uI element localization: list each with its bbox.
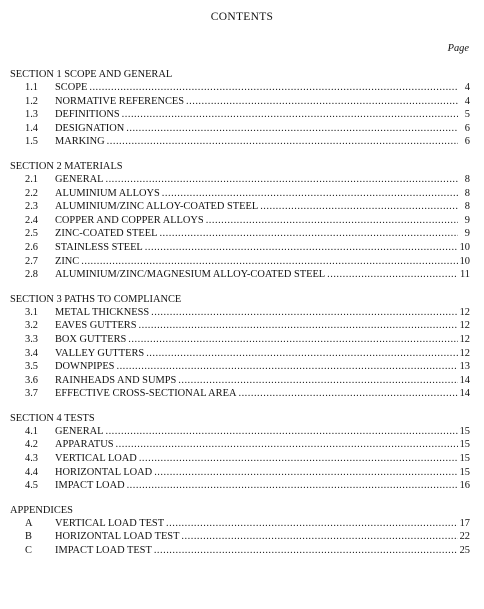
dot-leader (154, 466, 457, 479)
toc-entry[interactable] (10, 200, 470, 214)
entry-number: 2.8 (25, 269, 38, 281)
toc-entry[interactable] (10, 227, 470, 241)
dot-leader (139, 452, 458, 465)
entry-title: ZINC (55, 255, 80, 267)
entry-number: 2.5 (25, 228, 38, 240)
entry-title: IMPACT LOAD TEST (55, 545, 152, 557)
entry-title: METAL THICKNESS (55, 306, 150, 318)
dot-leader (126, 122, 458, 135)
entry-title: COPPER AND COPPER ALLOYS (55, 214, 204, 226)
entry-number: 2.4 (25, 214, 38, 226)
entry-number: 2.2 (25, 187, 38, 199)
entry-page-number: 17 (459, 517, 470, 529)
entry-title: GENERAL (55, 425, 104, 437)
toc-entry[interactable] (10, 187, 470, 201)
section-heading: SECTION 1 SCOPE AND GENERAL (10, 69, 173, 80)
dot-leader (146, 347, 457, 360)
entry-page-number: 9 (464, 228, 470, 240)
dot-leader (105, 173, 458, 186)
entry-title: BOX GUTTERS (55, 333, 127, 345)
entry-number: B (25, 531, 32, 543)
entry-title: VERTICAL LOAD (55, 453, 137, 465)
entry-title: SCOPE (55, 82, 88, 93)
entry-page-number: 15 (459, 466, 470, 478)
entry-title: EAVES GUTTERS (55, 320, 137, 332)
toc-entry[interactable] (10, 214, 470, 228)
entry-title: HORIZONTAL LOAD (55, 466, 153, 478)
entry-number: 1.2 (25, 95, 38, 107)
toc-entry[interactable] (10, 387, 470, 401)
toc-entry[interactable] (10, 530, 470, 544)
entry-title: GENERAL (55, 173, 104, 185)
section-heading: SECTION 2 MATERIALS (10, 160, 123, 172)
entry-page-number: 22 (459, 531, 470, 543)
section-heading: SECTION 4 TESTS (10, 412, 95, 424)
toc-entry[interactable] (10, 268, 470, 282)
entry-page-number: 6 (464, 136, 470, 148)
entry-page-number: 14 (459, 388, 470, 400)
dot-leader (122, 108, 458, 121)
dot-leader (154, 544, 458, 557)
entry-number: 2.1 (25, 173, 38, 185)
page-title: CONTENTS (210, 11, 274, 23)
entry-title: DESIGNATION (55, 122, 125, 134)
entry-number: 1.4 (25, 122, 38, 134)
toc-section (10, 160, 470, 282)
toc-entry[interactable] (10, 517, 470, 531)
entry-page-number: 12 (459, 320, 470, 332)
dot-leader (260, 200, 458, 213)
toc-entry[interactable] (10, 425, 470, 439)
entry-page-number: 4 (464, 95, 470, 107)
entry-page-number: 4 (464, 82, 470, 93)
entry-number: 4.1 (25, 425, 38, 437)
toc-entry[interactable] (10, 479, 470, 493)
toc-entry[interactable] (10, 452, 470, 466)
toc-entry[interactable] (10, 360, 470, 374)
section-heading: SECTION 3 PATHS TO COMPLIANCE (10, 293, 182, 305)
entry-number: 2.7 (25, 255, 38, 267)
entry-number: 4.2 (25, 439, 38, 451)
dot-leader (238, 387, 457, 400)
section-heading: APPENDICES (10, 504, 73, 516)
entry-title: DEFINITIONS (55, 109, 120, 121)
dot-leader (116, 360, 457, 373)
toc-entry[interactable] (10, 544, 470, 558)
entry-page-number: 10 (459, 241, 470, 253)
toc-entry[interactable] (10, 95, 470, 109)
entry-number: 4.3 (25, 453, 38, 465)
dot-leader (151, 306, 457, 319)
entry-number: 3.7 (25, 388, 38, 400)
entry-number: 4.5 (25, 480, 38, 492)
entry-page-number: 12 (459, 347, 470, 359)
dot-leader (327, 268, 458, 281)
dot-leader (139, 319, 458, 332)
toc-entry[interactable] (10, 81, 470, 95)
dot-leader (127, 479, 458, 492)
toc-section (10, 293, 470, 401)
entry-title: MARKING (55, 136, 105, 148)
entry-number: 1.1 (25, 82, 38, 93)
toc-entry[interactable] (10, 333, 470, 347)
appendices-section (10, 504, 470, 558)
dot-leader (107, 135, 458, 148)
dot-leader (206, 214, 458, 227)
entry-title: VALLEY GUTTERS (55, 347, 145, 359)
entry-title: HORIZONTAL LOAD TEST (55, 531, 180, 543)
toc-entry[interactable] (10, 347, 470, 361)
entry-title: ALUMINIUM/ZINC ALLOY-COATED STEEL (55, 201, 259, 213)
entry-title: DOWNPIPES (55, 361, 115, 373)
entry-page-number: 8 (464, 173, 470, 185)
entry-number: 4.4 (25, 466, 38, 478)
toc-section (10, 412, 470, 493)
entry-title: APPARATUS (55, 439, 114, 451)
toc-sections (10, 68, 470, 569)
toc-entry[interactable] (10, 374, 470, 388)
entry-page-number: 15 (459, 425, 470, 437)
dot-leader (186, 95, 458, 108)
entry-number: 3.2 (25, 320, 38, 332)
entry-number: 3.3 (25, 333, 38, 345)
entry-title: VERTICAL LOAD TEST (55, 517, 165, 529)
entry-number: 3.1 (25, 306, 38, 318)
toc-entry[interactable] (10, 122, 470, 136)
entry-page-number: 9 (464, 214, 470, 226)
entry-title: STAINLESS STEEL (55, 241, 143, 253)
dot-leader (159, 227, 458, 240)
entry-page-number: 14 (459, 374, 470, 386)
entry-page-number: 8 (464, 201, 470, 213)
entry-page-number: 16 (459, 480, 470, 492)
toc-entry[interactable] (10, 135, 470, 149)
page-column-header: Page (447, 43, 469, 54)
entry-page-number: 10 (459, 255, 470, 267)
dot-leader (128, 333, 457, 346)
entry-number: 2.6 (25, 241, 38, 253)
entry-number: 1.5 (25, 136, 38, 148)
entry-number: 3.4 (25, 347, 38, 359)
entry-title: EFFECTIVE CROSS-SECTIONAL AREA (55, 388, 237, 400)
toc-section (10, 68, 470, 149)
entry-number: 1.3 (25, 109, 38, 121)
dot-leader (162, 187, 458, 200)
dot-leader (116, 438, 458, 451)
entry-number: 3.6 (25, 374, 38, 386)
entry-page-number: 15 (459, 453, 470, 465)
dot-leader (145, 241, 458, 254)
entry-number: C (25, 545, 32, 557)
dot-leader (105, 425, 457, 438)
toc-entry[interactable] (10, 173, 470, 187)
toc-entry[interactable] (10, 306, 470, 320)
entry-title: ZINC-COATED STEEL (55, 228, 158, 240)
entry-title: RAINHEADS AND SUMPS (55, 374, 177, 386)
entry-page-number: 13 (459, 361, 470, 373)
entry-page-number: 25 (459, 545, 470, 557)
entry-number: A (25, 517, 33, 529)
entry-page-number: 12 (459, 306, 470, 318)
toc-entry[interactable] (10, 108, 470, 122)
dot-leader (89, 81, 458, 94)
entry-page-number: 5 (464, 109, 470, 121)
dot-leader (178, 374, 457, 387)
toc-entry[interactable] (10, 466, 470, 480)
toc-entry[interactable] (10, 319, 470, 333)
entry-title: NORMATIVE REFERENCES (55, 95, 185, 107)
entry-title: ALUMINIUM/ZINC/MAGNESIUM ALLOY-COATED STEEL (55, 269, 326, 281)
dot-leader (81, 255, 457, 268)
entry-title: ALUMINIUM ALLOYS (55, 187, 160, 199)
entry-page-number: 11 (459, 269, 470, 281)
entry-title: IMPACT LOAD (55, 480, 125, 492)
entry-number: 2.3 (25, 201, 38, 213)
entry-page-number: 15 (459, 439, 470, 451)
toc-entry[interactable] (10, 241, 470, 255)
dot-leader (181, 530, 457, 543)
dot-leader (166, 517, 458, 530)
toc-entry[interactable] (10, 438, 470, 452)
entry-number: 3.5 (25, 361, 38, 373)
entry-page-number: 6 (464, 122, 470, 134)
entry-page-number: 12 (459, 333, 470, 345)
entry-page-number: 8 (464, 187, 470, 199)
toc-entry[interactable] (10, 255, 470, 269)
